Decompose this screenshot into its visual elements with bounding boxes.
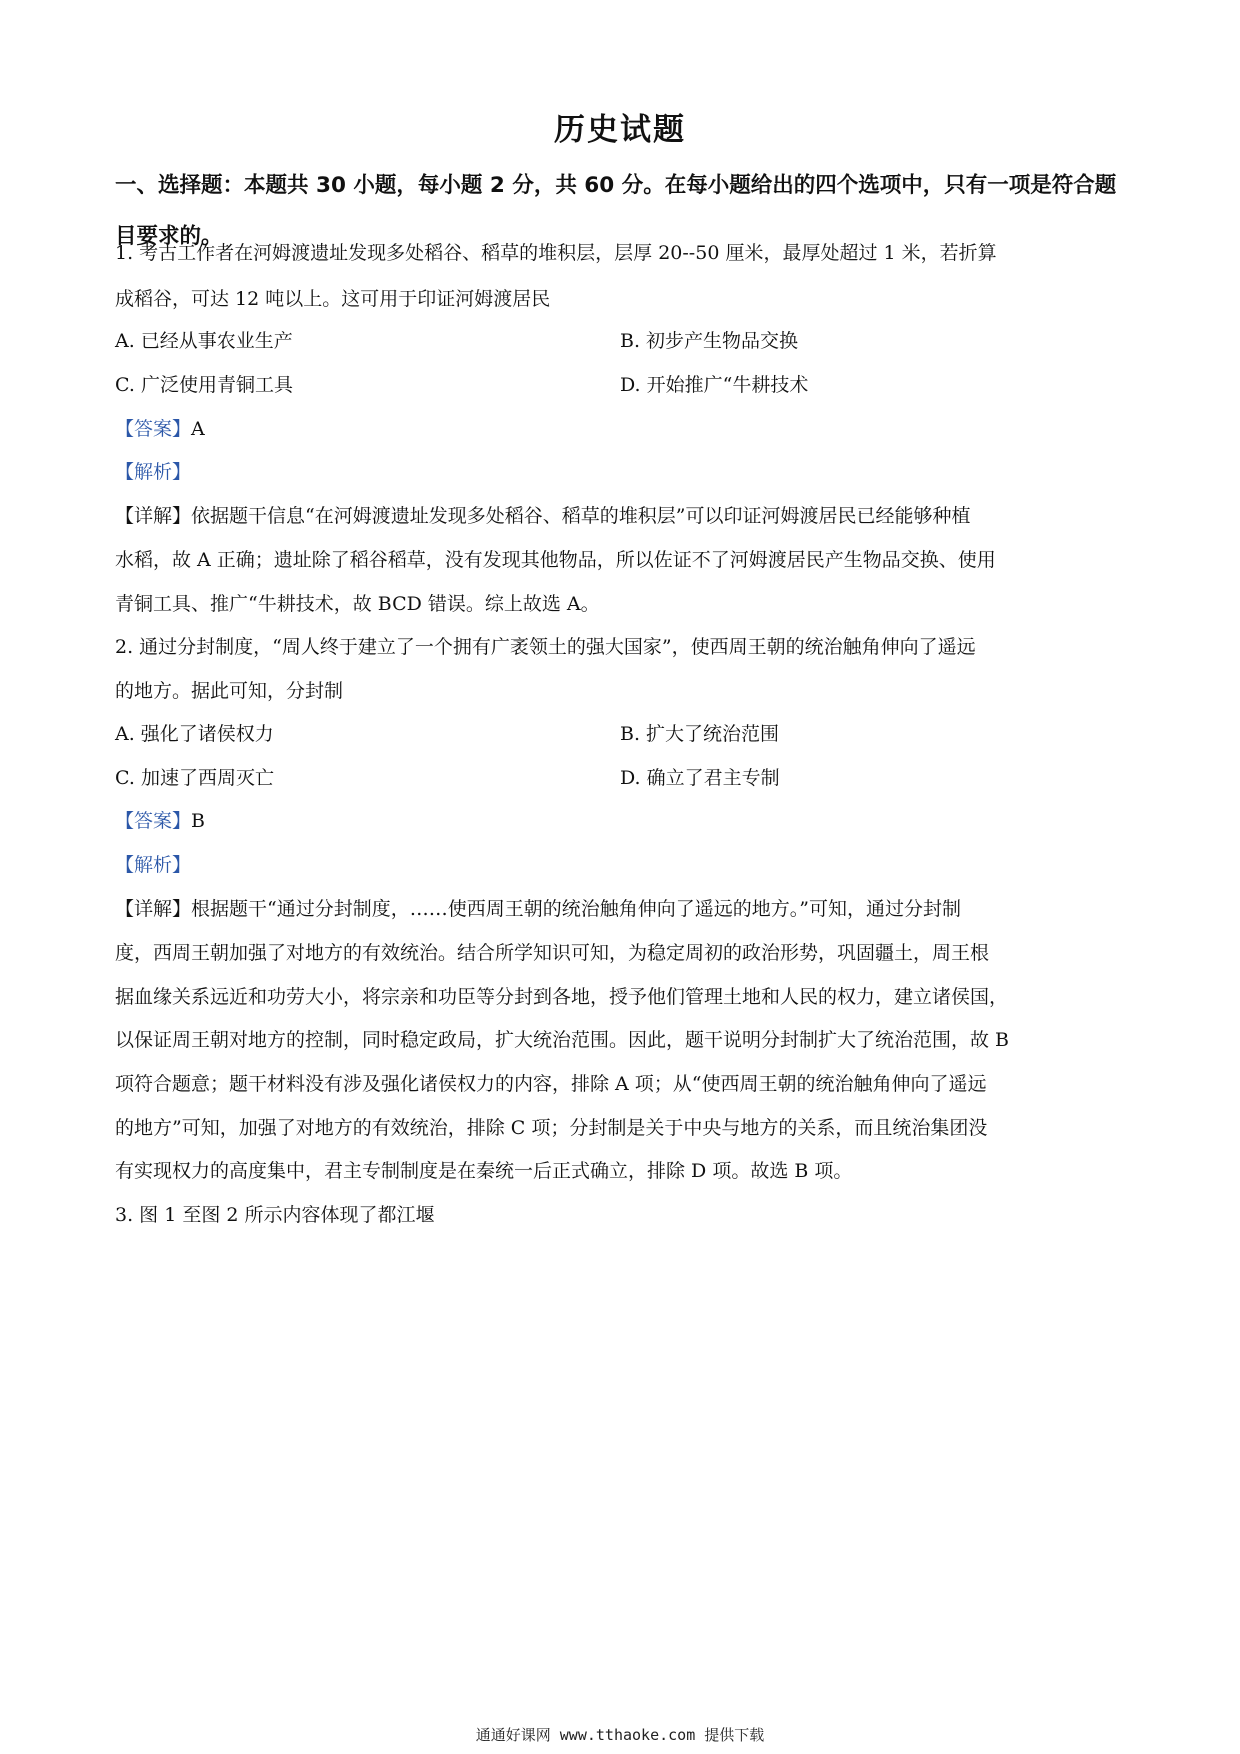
q2-answer [115, 806, 1125, 833]
q1-option-d: D. 开始推广“牛耕技术 [620, 374, 809, 396]
q3-stem-line1: 3. 图 1 至图 2 所示内容体现了都江堰 [115, 1204, 435, 1226]
q2-detail-line6: 的地方”可知，加强了对地方的有效统治，排除 C 项；分封制是关于中央与地方的关系，而且统治集团没 [115, 1117, 988, 1139]
q2-option-d: D. 确立了君主专制 [620, 767, 780, 789]
q2-option-b: B. 扩大了统治范围 [620, 723, 780, 745]
q2-detail-tag: 【详解】 [115, 898, 192, 920]
q2-detail-line7: 有实现权力的高度集中，君主专制制度是在秦统一后正式确立，排除 D 项。故选 B 项。 [115, 1160, 853, 1182]
q1-detail-tag: 【详解】 [115, 505, 192, 527]
q2-detail-line1 [115, 894, 1125, 921]
page-footer: 通通好课网 www.tthaoke.com 提供下载 [475, 1726, 765, 1744]
q2-detail-line5: 项符合题意；题干材料没有涉及强化诸侯权力的内容，排除 A 项；从“使西周王朝的统治触角伸向了遥远 [115, 1073, 987, 1095]
q1-detail-line3: 青铜工具、推广“牛耕技术，故 BCD 错误。综上故选 A。 [115, 593, 600, 615]
q2-option-a: A. 强化了诸侯权力 [115, 723, 274, 745]
q2-detail-line2: 度，西周王朝加强了对地方的有效统治。结合所学知识可知，为稳定周初的政治形势，巩固疆土，周王根 [115, 942, 990, 964]
q2-detail-text1: 根据题干“通过分封制度，……使西周王朝的统治触角伸向了遥远的地方。”可知，通过分封制 [191, 898, 961, 920]
q1-detail-line1 [115, 501, 1125, 528]
page-title: 历史试题 [554, 112, 686, 148]
q1-detail-line2: 水稻，故 A 正确；遗址除了稻谷稻草，没有发现其他物品，所以佐证不了河姆渡居民产生物品交换、使用 [115, 549, 996, 571]
q2-detail-line4: 以保证周王朝对地方的控制，同时稳定政局，扩大统治范围。因此，题干说明分封制扩大了统治范围，故 B [115, 1029, 1010, 1051]
q2-stem-line1: 2. 通过分封制度，“周人终于建立了一个拥有广袤领土的强大国家”，使西周王朝的统治触角伸向了遥远 [115, 636, 976, 658]
q2-analysis-tag: 【解析】 [115, 854, 192, 876]
q1-answer-value: A [191, 418, 205, 440]
q1-answer-tag: 【答案】 [115, 418, 192, 440]
q1-option-b: B. 初步产生物品交换 [620, 330, 799, 352]
q2-answer-tag: 【答案】 [115, 810, 192, 832]
q2-detail-line3: 据血缘关系远近和功劳大小，将宗亲和功臣等分封到各地，授予他们管理土地和人民的权力，建立诸侯国， [115, 986, 1009, 1008]
q2-answer-value: B [191, 810, 205, 832]
q1-option-a: A. 已经从事农业生产 [115, 330, 293, 352]
q1-detail-text1: 依据题干信息“在河姆渡遗址发现多处稻谷、稻草的堆积层”可以印证河姆渡居民已经能够种植 [191, 505, 971, 527]
q1-option-c: C. 广泛使用青铜工具 [115, 374, 293, 396]
q2-option-c: C. 加速了西周灭亡 [115, 767, 274, 789]
section-header: 一、选择题：本题共 30 小题，每小题 2 分，共 60 分。在每小题给出的四个选项中，只有一项是符合题目要求的。 [115, 173, 1117, 249]
q1-analysis-tag: 【解析】 [115, 461, 192, 483]
q1-stem-line1: 1. 考古工作者在河姆渡遗址发现多处稻谷、稻草的堆积层，层厚 20--50 厘米，最厚处超过 1 米，若折算 [115, 242, 997, 264]
q1-stem-line2: 成稻谷，可达 12 吨以上。这可用于印证河姆渡居民 [115, 288, 551, 310]
q2-stem-line2: 的地方。据此可知，分封制 [115, 680, 344, 702]
q1-answer [115, 414, 1125, 441]
